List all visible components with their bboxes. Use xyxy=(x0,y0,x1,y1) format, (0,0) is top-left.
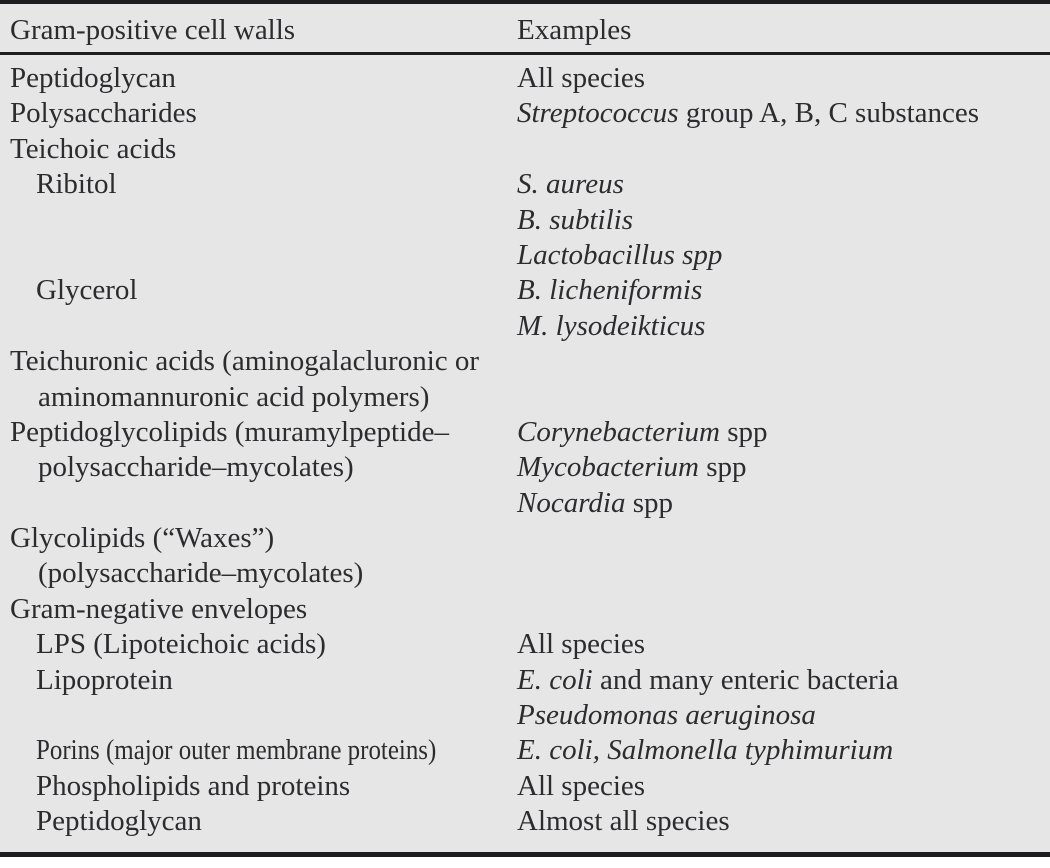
left-cell xyxy=(0,733,517,768)
left-cell xyxy=(0,380,517,415)
left-cell xyxy=(0,627,517,662)
left-cell-text: Glycerol xyxy=(36,274,138,307)
right-cell xyxy=(517,769,1050,804)
left-cell-text: (polysaccharide–mycolates) xyxy=(38,557,364,590)
right-cell-text: All species xyxy=(517,62,646,94)
right-cell xyxy=(517,627,1050,662)
left-cell-text: Polysaccharides xyxy=(10,97,197,130)
right-cell xyxy=(517,203,1050,238)
right-cell-text: Almost all species xyxy=(517,805,730,838)
left-cell-text: Peptidoglycolipids (muramylpeptide– xyxy=(10,415,449,448)
table-row xyxy=(0,61,1050,96)
right-cell-text: Lactobacillus spp xyxy=(517,238,723,271)
table-row xyxy=(0,698,1050,733)
table-row xyxy=(0,415,1050,450)
table-row xyxy=(0,521,1050,556)
right-cell xyxy=(517,698,1050,733)
right-cell xyxy=(517,804,1050,839)
table-row xyxy=(0,238,1050,273)
right-cell xyxy=(517,273,1050,308)
left-cell xyxy=(0,415,517,450)
left-cell xyxy=(0,203,517,238)
right-cell-text: E. coli, Salmonella typhimurium xyxy=(517,734,894,767)
left-cell xyxy=(0,769,517,804)
left-cell xyxy=(0,663,517,698)
right-cell xyxy=(517,61,1050,96)
left-cell xyxy=(0,450,517,485)
right-cell xyxy=(517,132,1050,167)
left-cell xyxy=(0,61,517,96)
right-cell-text: Corynebacterium xyxy=(517,415,720,448)
right-cell xyxy=(517,238,1050,273)
left-cell xyxy=(0,132,517,167)
right-cell-text: spp xyxy=(719,415,768,448)
left-cell xyxy=(0,344,517,379)
table-body xyxy=(0,55,1050,840)
left-cell xyxy=(0,521,517,556)
left-cell-text: Peptidoglycan xyxy=(10,62,176,94)
left-cell-text: Porins (major outer membrane proteins) xyxy=(36,734,437,767)
left-cell xyxy=(0,96,517,131)
right-cell xyxy=(517,380,1050,415)
left-cell-text: Glycolipids (“Waxes”) xyxy=(10,522,275,555)
table-row xyxy=(0,663,1050,698)
table-row xyxy=(0,804,1050,839)
right-cell xyxy=(517,556,1050,591)
right-cell-text: All species xyxy=(517,628,646,661)
right-cell-text: B. licheniformis xyxy=(517,274,703,307)
left-cell xyxy=(0,273,517,308)
table-row xyxy=(0,167,1050,202)
right-cell-text: group A, B, C substances xyxy=(678,97,980,130)
left-cell-text: Lipoprotein xyxy=(36,663,173,696)
left-cell-text: Phospholipids and proteins xyxy=(36,769,351,802)
right-cell xyxy=(517,415,1050,450)
left-cell-text: Peptidoglycan xyxy=(36,805,202,838)
table-row xyxy=(0,486,1050,521)
left-cell-text: Teichoic acids xyxy=(10,132,177,165)
right-cell xyxy=(517,96,1050,131)
left-cell xyxy=(0,698,517,733)
table-row xyxy=(0,592,1050,627)
right-cell xyxy=(517,733,1050,768)
table-row xyxy=(0,556,1050,591)
right-cell-text: M. lysodeikticus xyxy=(517,309,706,342)
table-row xyxy=(0,733,1050,768)
table-row xyxy=(0,132,1050,167)
right-cell-text: spp xyxy=(625,486,674,519)
right-cell xyxy=(517,521,1050,556)
right-cell-text: B. subtilis xyxy=(517,203,634,236)
table-row xyxy=(0,203,1050,238)
right-cell xyxy=(517,309,1050,344)
left-cell xyxy=(0,309,517,344)
table-row xyxy=(0,273,1050,308)
right-cell xyxy=(517,486,1050,521)
left-cell-text: Gram-negative envelopes xyxy=(10,592,308,625)
right-cell xyxy=(517,167,1050,202)
right-cell-text: and many enteric bacteria xyxy=(592,663,899,696)
table-header-row xyxy=(0,4,1050,55)
right-cell-text: spp xyxy=(699,451,747,484)
table-row xyxy=(0,96,1050,131)
left-cell-text: Teichuronic acids (aminogalacluronic or xyxy=(10,345,480,378)
left-cell xyxy=(0,167,517,202)
left-cell-text: Ribitol xyxy=(36,168,117,201)
table-row xyxy=(0,344,1050,379)
header-gram-positive-cell-walls: Gram-positive cell walls xyxy=(10,13,296,46)
table-row xyxy=(0,380,1050,415)
header-examples: Examples xyxy=(517,13,632,46)
right-cell xyxy=(517,663,1050,698)
right-cell xyxy=(517,592,1050,627)
table-row xyxy=(0,450,1050,485)
right-cell-text: All species xyxy=(517,769,646,802)
right-cell-text: Nocardia xyxy=(517,486,626,519)
left-cell xyxy=(0,238,517,273)
left-cell xyxy=(0,592,517,627)
right-cell-text: Streptococcus xyxy=(517,97,679,130)
table-row xyxy=(0,627,1050,662)
left-cell xyxy=(0,486,517,521)
left-cell-text: LPS (Lipoteichoic acids) xyxy=(36,628,326,661)
right-cell xyxy=(517,344,1050,379)
table-row xyxy=(0,309,1050,344)
left-cell-text: polysaccharide–mycolates) xyxy=(38,451,354,484)
right-cell-text: E. coli xyxy=(517,663,593,696)
right-cell-text: S. aureus xyxy=(517,168,624,201)
left-cell-text: aminomannuronic acid polymers) xyxy=(38,380,430,413)
table-row xyxy=(0,769,1050,804)
left-cell xyxy=(0,804,517,839)
right-cell-text: Pseudomonas aeruginosa xyxy=(517,699,816,732)
left-cell xyxy=(0,556,517,591)
right-cell xyxy=(517,450,1050,485)
right-cell-text: Mycobacterium xyxy=(517,451,699,484)
